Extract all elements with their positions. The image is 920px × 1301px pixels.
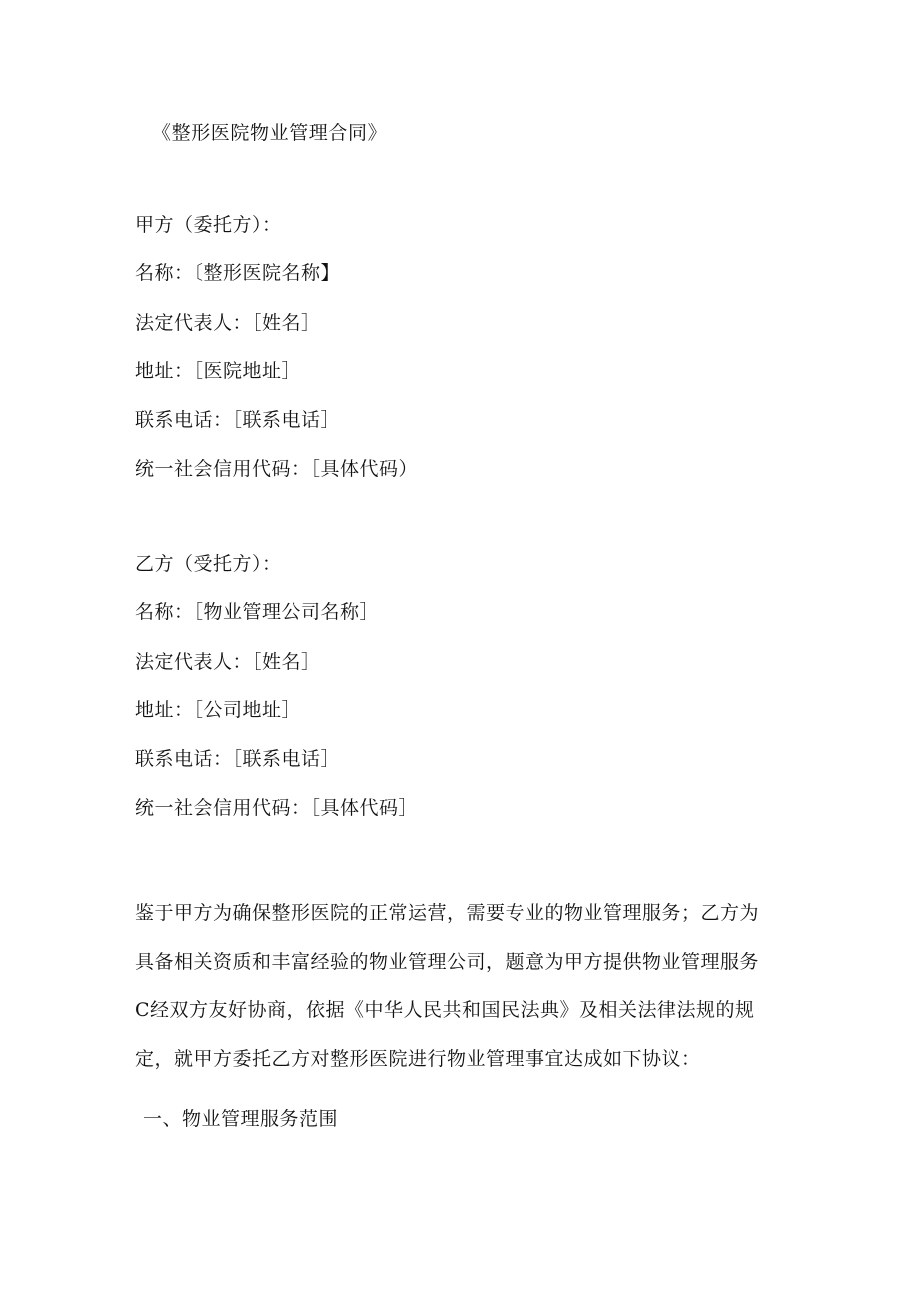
party-b-representative: 法定代表人：［姓名］ [135,651,321,673]
party-b-heading: 乙方（受托方）： [135,553,282,575]
party-a-heading: 甲方（委托方）： [135,214,282,236]
party-a-name: 名称：〔整形医院名称】 [135,262,341,284]
preamble-line: C经双方友好协商，依据《中华人民共和国民法典》及相关法律法规的规 [135,999,755,1021]
party-a-address: 地址：［医院地址］ [135,360,302,382]
preamble-line: 具备相关资质和丰富经验的物业管理公司，题意为甲方提供物业管理服务 [135,950,760,973]
party-b-name: 名称：［物业管理公司名称］ [135,601,380,623]
preamble-line: 鉴于甲方为确保整形医院的正常运营，需要专业的物业管理服务；乙方为 [135,902,760,924]
party-a-credit-code: 统一社会信用代码：［具体代码） [135,458,419,480]
party-a-representative: 法定代表人：［姓名］ [135,312,321,334]
preamble-paragraph [135,889,785,1083]
preamble-line: 定，就甲方委托乙方对整形医院进行物业管理事宜达成如下协议： [135,1047,701,1070]
party-b-phone: 联系电话：［联系电话］ [135,748,341,770]
contract-title: 《整形医院物业管理合同》 [152,122,388,144]
party-a-phone: 联系电话：［联系电话］ [135,409,341,431]
party-b-address: 地址：［公司地址］ [135,699,302,721]
party-b-credit-code: 统一社会信用代码：［具体代码］ [135,797,419,819]
section-heading-1: 一、物业管理服务范围 [143,1108,339,1130]
